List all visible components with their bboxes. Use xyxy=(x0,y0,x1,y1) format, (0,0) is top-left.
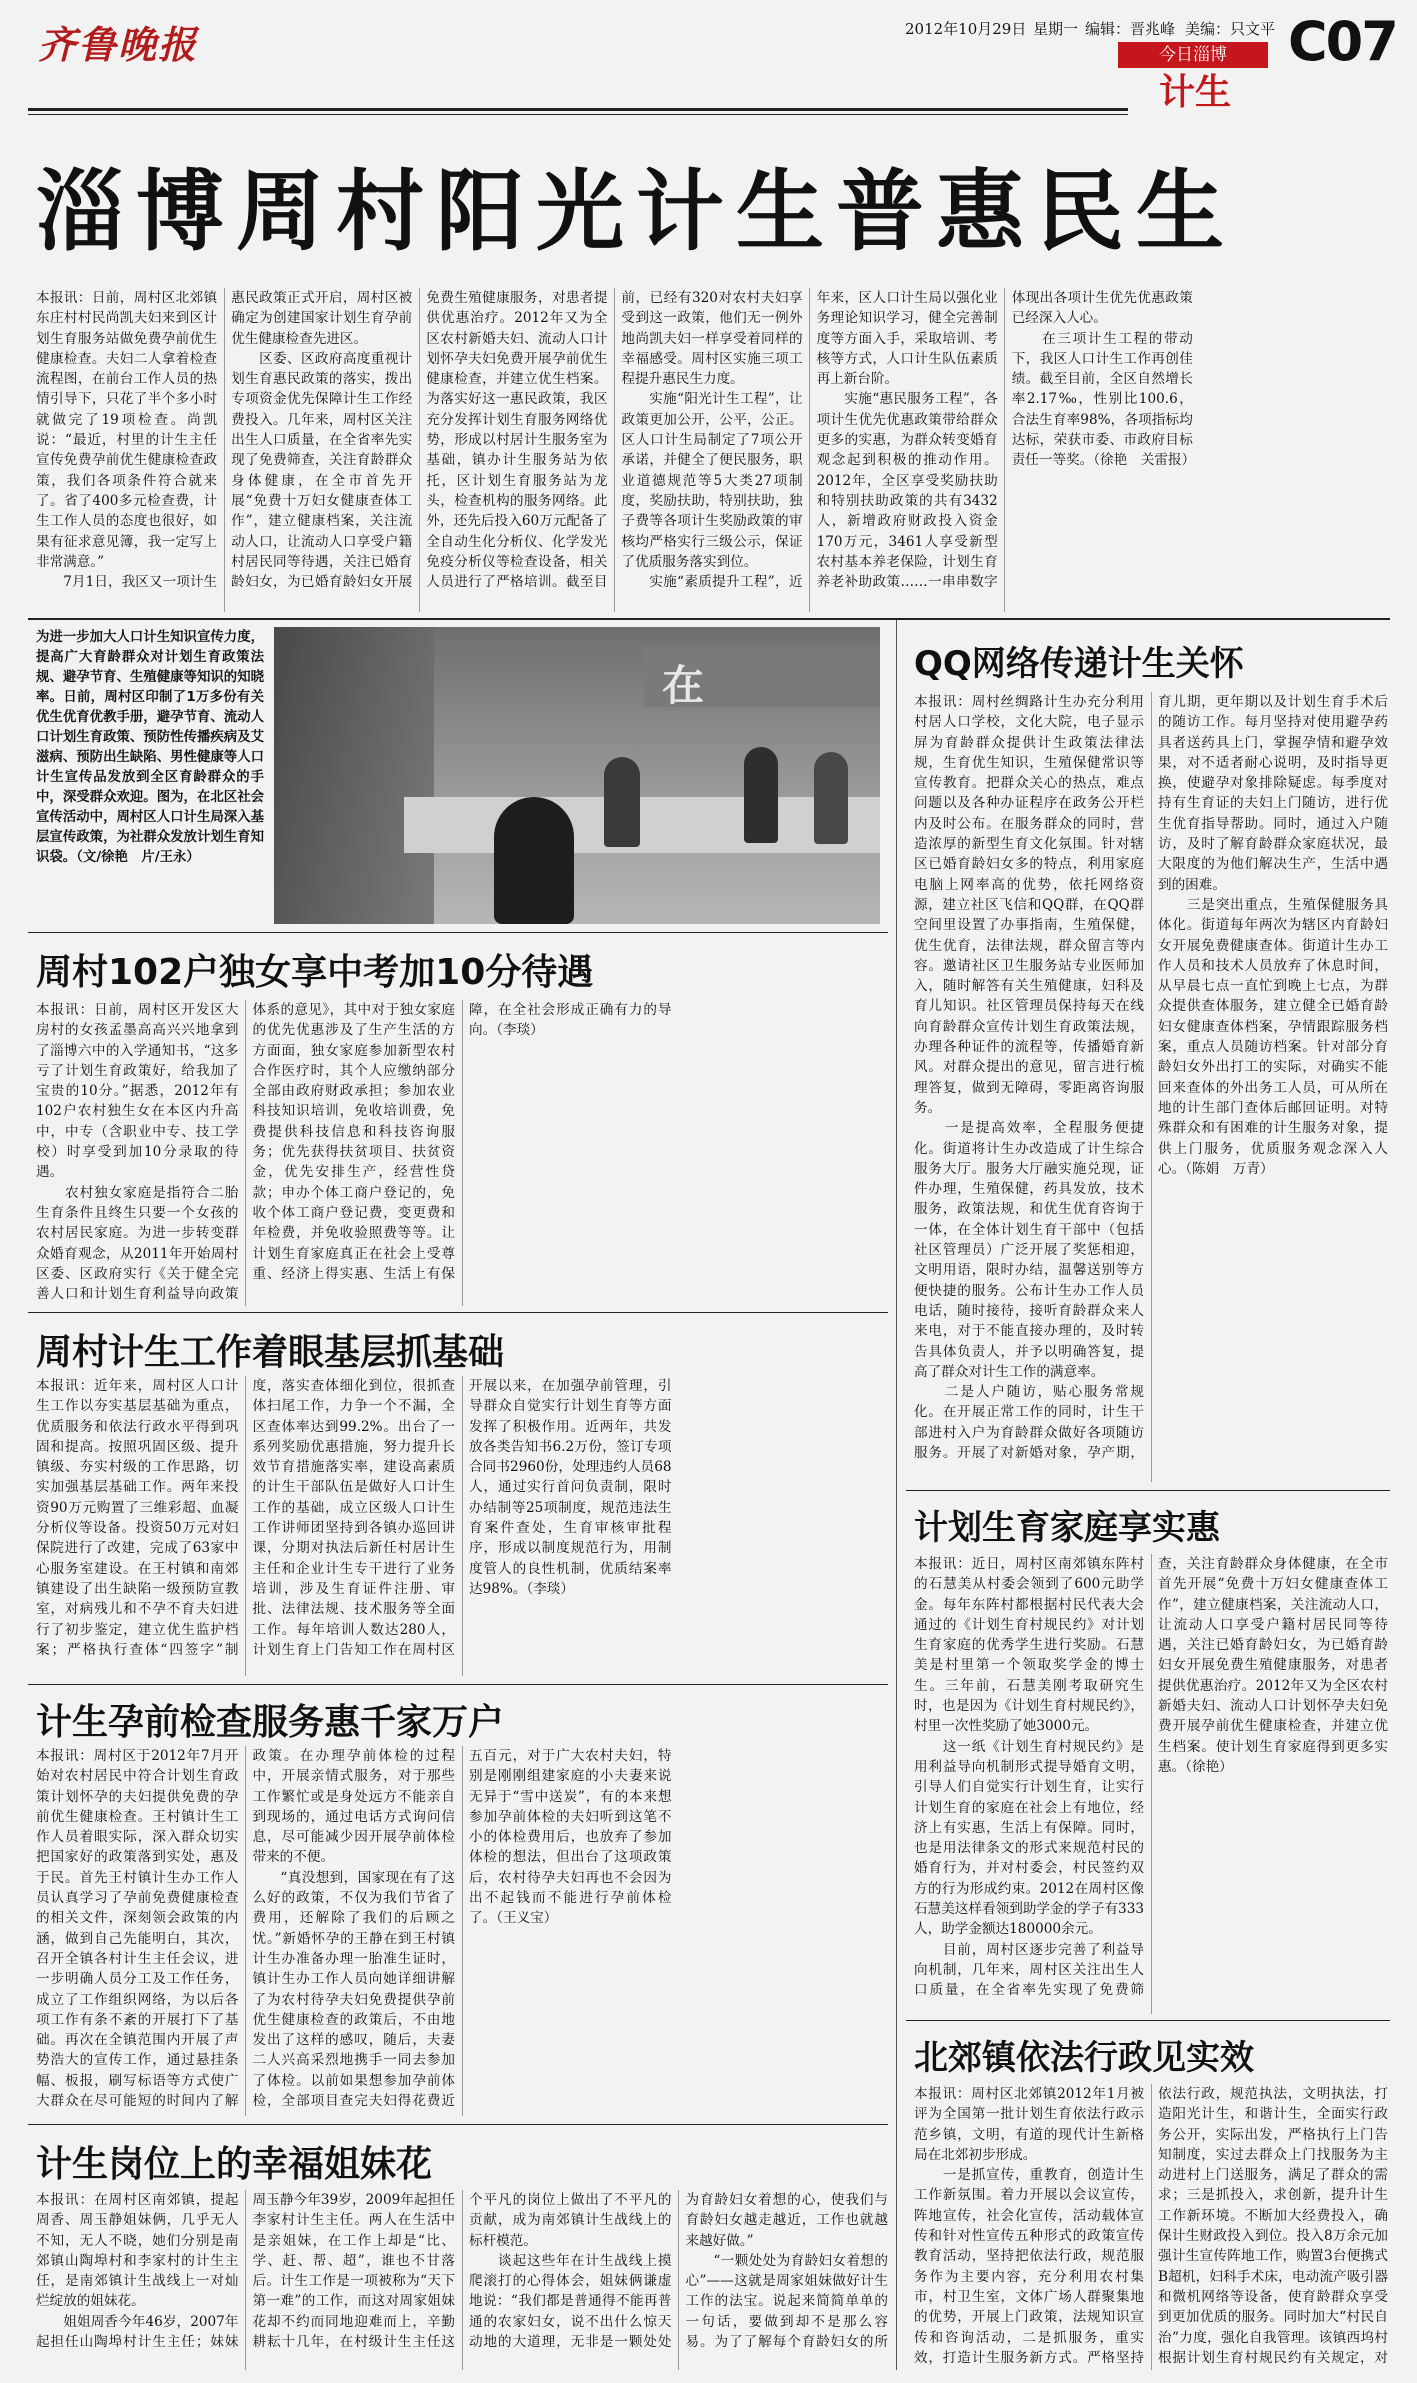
issue-date: 2012年10月29日 xyxy=(905,20,1027,38)
lead-bottom-rule xyxy=(28,618,1390,620)
masthead-rule xyxy=(28,108,1128,111)
photo-banner xyxy=(644,647,880,710)
column-divider xyxy=(896,620,897,2370)
beijiao-top-rule xyxy=(906,2020,1390,2021)
page-number: C07 xyxy=(1288,10,1397,73)
qq-body: 本报讯：周村丝绸路计生办充分利用村居人口学校，文化大院，电子显示屏为育龄群众提供计生政策法律法规，生育优生知识，生殖保健常识等宣传教育。把群众关心的热点，难点问题以及各种办证程序在政务公开栏内及时公布。在服务群众的同时，营造浓厚的新型生育文化氛围。针对辖区已婚育龄妇女多的特点，利用家庭电脑上网率高的优势，依托网络资源，建立社区飞信和QQ群，在QQ群空间里设置了办事指南，生殖保健，优生优育，法律法规，群众留言等内容。邀请社区卫生服务站专业医师加入，随时解答有关生殖健康，妇科及育儿知识。社区管理员保持每天在线向育龄群众宣传计划生育政策法规，办理各种证件的流程等，传播婚育新风。对群众提出的意见，留言进行梳理答复，做到无障碍，零距离咨询服务。 一是提高效率，全程服务便捷化。街道将计生办改造成了计生综合服务大厅。服务大厅融实施兑现，证件办理，生殖保健，药具发放，技术服务，政策法规，和优生优育咨询于一体，在全体计划生育干部中（包括社区管理员）广泛开展了奖惩相迎，文明用语，限时办结，温馨送别等方便快捷的服务。公布计生办工作人员电话，随时接待，接听育龄群众来人来电，对于不能直接办理的，及时转告具体负责人，并予以明确答复，提高了群众对计生工作的满意率。 二是人户随访，贴心服务常规化。在开展正常工作的同时，计生干部进村入户为育龄群众做好各项随访服务。开展了对新婚对象，孕产期，育儿期，更年期以及计划生育手术后的随访工作。每月坚持对使用避孕药具者送药具上门，掌握孕情和避孕效果，对不适者耐心说明，及时指导更换，使避孕对象排除疑虑。每季度对持有生育证的夫妇上门随访，进行优生优育指导帮助。同时，通过入户随访，及时了解育龄群众家庭状况，最大限度的为他们解决生产，生活中遇到的困难。 三是突出重点，生殖保健服务具体化。街道每年两次为辖区内育龄妇女开展免费健康查体。街道计生办工作人员和技术人员放弃了休息时间，从早晨七点一直忙到晚上七点，为群众提供查体服务，建立健全已婚育龄妇女健康查体档案，孕情跟踪服务档案，重点人员随访档案。针对部分育龄妇女外出打工的实际，对确实不能回来查体的外出务工人员，可从所在地的计生部门查体后邮回证明。对特殊群众和有困难的计生服务对象，提供上门服务，优质服务观念深入人心。（陈娟 万青） xyxy=(914,694,1388,1461)
grassroots-body: 本报讯：近年来，周村区人口计生工作以夯实基层基础为重点，优质服务和依法行政水平得到巩固和提高。按照巩固区级、提升镇级、夯实村级的工作思路，切实加强基层基础工作。两年来投资90万元购置了三维彩超、血凝分析仪等设备。投资50万元对妇保院进行了改建，完成了63家中心服务室建设。在王村镇和南郊镇建设了出生缺陷一级预防宣教室，对病残儿和不孕不育夫妇进行了初步鉴定，建立优生监护档案；严格执行查体“四签字”制度，落实查体细化到位，很抓查体扫尾工作，力争一个不漏，全区查体率达到99.2%。出台了一系列奖励优惠措施，努力提升长效节育措施落实率，建设高素质的计生干部队伍是做好人口计生工作的基础，成立区级人口计生工作讲师团坚持到各镇办巡回讲课，分期对执法后新任村居计生主任和企业计生专干进行了业务培训，涉及生育证件注册、审批、法律法规、技术服务等全面工作。每年培训人数达280人，计划生育上门告知工作在周村区开展以来，在加强孕前管理，引导群众自觉实行计划生育等方面发挥了积极作用。近两年，共发放各类告知书6.2万份，签订专项合同书2960份，处理违约人员68人，通过实行首问负责制，限时办结制等25项制度，规范违法生育案件查处，生育审核审批程序，形成以制度规范行为，用制度管人的良性机制，优质结案率达98%。（李琰） xyxy=(36,1378,672,1658)
photo-person xyxy=(744,747,778,843)
photo-tree xyxy=(274,627,434,924)
grassroots-headline: 周村计生工作着眼基层抓基础 xyxy=(36,1332,505,1373)
exam-body: 本报讯：日前，周村区开发区大房村的女孩孟墨高高兴兴地拿到了淄博六中的入学通知书，“这多亏了计划生育政策好，给我加了宝贵的10分。”据悉，2012年有102户农村独生女在本区内升高中，中专（含职业中专、技工学校）时享受到加10分录取的待遇。 农村独女家庭是指符合二胎生育条件且终生只要一个女孩的农村居民家庭。为进一步转变群众婚育观念，从2011年开始周村区委、区政府实行《关于健全完善人口和计划生育利益导向政策体系的意见》，其中对于独女家庭的优先优惠涉及了生产生活的方方面面，独女家庭参加新型农村合作医疗时，其个人应缴纳部分全部由政府财政承担；参加农业科技知识培训，免收培训费，免费提供科技信息和科技咨询服务；优先获得扶贫项目、扶贫资金，优先安排生产，经营性贷款；申办个体工商户登记的，免收个体工商户登记费，变更费和年检费，并免收验照费等等。让计划生育家庭真正在社会上受尊重、经济上得实惠、生活上有保障，在全社会形成正确有力的导向。（李琰） xyxy=(36,1002,672,1303)
exam-top-rule xyxy=(28,932,888,933)
sisters-body: 本报讯：在周村区南郊镇，提起周香、周玉静姐妹俩，几乎无人不知，无人不晓，她们分别是南郊镇山陶埠村和李家村的计生主任，是南郊镇计生战线上一对灿烂绽放的姐妹花。 姐姐周香今年46岁，2007年起担任山陶埠村计生主任；妹妹周玉静今年39岁，2009年起担任李家村计生主任。两人在生活中是亲姐妹，在工作上却是“比、学、赶、帮、超”，谁也不甘落后。计生工作是一项被称为“天下第一难”的工作，而这对周家姐妹花却不约而同地迎难而上，辛勤耕耘十几年，在村级计生主任这个平凡的岗位上做出了不平凡的贡献，成为南郊镇计生战线上的标杆模范。 谈起这些年在计生战线上摸爬滚打的心得体会，姐妹俩谦虚地说：“我们都是普通得不能再普通的农家妇女，说不出什么惊天动地的大道理，无非是一颗处处为育龄妇女着想的心，使我们与育龄妇女越走越近，工作也就越来越好做。” “一颗处处为育龄妇女着想的心”——这就是周家姐妹做好计生工作的法宝。说起来简简单单的一句话，要做到却不是那么容易。为了了解每个育龄妇女的所 xyxy=(36,2192,888,2351)
grassroots-top-rule xyxy=(28,1312,888,1313)
paper-name: 齐鲁晚报 xyxy=(38,22,199,67)
lead-body: 本报讯：日前，周村区北郊镇东庄村村民尚凯夫妇来到区计划生育服务站做免费孕前优生健康检查。夫妇二人拿着检查流程图，在前台工作人员的热情引导下，只花了半个多小时就做完了19项检查。尚凯说：“最近，村里的计生主任宣传免费孕前优生健康检查政策，我们各项条件符合就来了。省了400多元检查费，计生工作人员的态度也很好，如果有征求意见簿，我一定写上非常满意。” 7月1日，我区又一项计生惠民政策正式开启，周村区被确定为创建国家计划生育孕前优生健康检查先进区。 区委、区政府高度重视计划生育惠民政策的落实，拨出专项资金优先保障计生工作经费投入。几年来，周村区关注出生人口质量，在全省率先实现了免费筛查，关注育龄群众身体健康，在全市首先开展“免费十万妇女健康查体工作”，建立健康档案，关注流动人口，让流动人口享受户籍村居民同等待遇，关注已婚育龄妇女，为已婚育龄妇女开展免费生殖健康服务，对患者提供优惠治疗。2012年又为全区农村新婚夫妇、流动人口计划怀孕夫妇免费开展孕前优生健康检查，并建立优生档案。为落实好这一惠民政策，我区充分发挥计划生育服务网络优势，形成以村居计生服务室为基础，镇办计生服务站为依托，区计划生育服务站为龙头，检查机构的服务网络。此外，还先后投入60万元配备了全自动生化分析仪、化学发光免疫分析仪等检查设备，相关人员进行了严格培训。截至目前，已经有320对农村夫妇享受到这一政策，他们无一例外地尚凯夫妇一样享受着同样的幸福感受。周村区实施三项工程提升惠民生力度。 实施“阳光计生工程”，让政策更加公开，公平，公正。区人口计生局制定了7项公开承诺，并健全了便民服务，职业道德规范等5大类27项制度，奖励扶助，特别扶助，独子费等各项计生奖励政策的审核均严格实行三级公示，保证了优质服务落实到位。 实施“素质提升工程”，近年来，区人口计生局以强化业务理论知识学习，健全完善制度等方面入手，采取培训、考核等方式，人口计生队伍素质再上新台阶。 实施“惠民服务工程”，各项计生优先优惠政策带给群众更多的实惠，为群众转变婚育观念起到积极的推动作用。2012年，全区享受奖励扶助和特别扶助政策的共有3432人，新增政府财政投入资金170万元，3461人享受新型农村基本养老保险，计划生育养老补助政策……一串串数字体现出各项计生优先优惠政策已经深入人心。 在三项计生工程的带动下，我区人口计生工作再创佳绩。截至目前，全区自然增长率2.17‰，性别比100.6，合法生育率98%，各项指标均达标，荣获市委、市政府目标责任一等奖。（徐艳 关雷报） xyxy=(36,290,1196,591)
lead-headline: 淄博周村阳光计生普惠民生 xyxy=(36,160,1237,263)
sisters-headline: 计生岗位上的幸福姐妹花 xyxy=(36,2144,433,2185)
section-tag-label: 今日淄博 xyxy=(1159,45,1227,65)
issue-weekday: 星期一 xyxy=(1033,20,1079,38)
family-body: 本报讯：近日，周村区南郊镇东阵村的石慧美从村委会领到了600元助学金。每年东阵村都根据村民代表大会通过的《计划生育村规民约》对计划生育家庭的优秀学生进行奖励。石慧美是村里第一个领取奖学金的博士生。三年前，石慧美刚考取研究生时，也是因为《计划生育村规民约》，村里一次性奖励了她3000元。 这一纸《计划生育村规民约》是用利益导向机制形式提导婚育文明，引导人们自觉实行计划生育，让实行计划生育的家庭在社会上有地位，经济上有实惠，生活上有保障。同时，也是用法律条文的形式来规范村民的婚育行为，并对村委会，村民签约双方的行为形成约束。2012在周村区像石慧美这样看领到助学金的学子有333人，助学金额达180000余元。 目前，周村区逐步完善了利益导向机制，几年来，周村区关注出生人口质量，在全省率先实现了免费筛查，关注育龄群众身体健康，在全市首先开展“免费十万妇女健康查体工作”，建立健康档案，关注流动人口，让流动人口享受户籍村居民同等待遇，关注已婚育龄妇女，为已婚育龄妇女开展免费生殖健康服务，对患者提供优惠治疗。2012年又为全区农村新婚夫妇、流动人口计划怀孕夫妇免费开展孕前优生健康检查，并建立优生档案。使计划生育家庭得到更多实惠。（徐艳） xyxy=(914,1556,1388,1999)
photo-person-foreground xyxy=(494,797,574,924)
family-headline: 计划生育家庭享实惠 xyxy=(914,1508,1220,1548)
family-top-rule xyxy=(906,1490,1390,1491)
photo-banner-text: 在 xyxy=(662,661,705,710)
beijiao-headline: 北郊镇依法行政见实效 xyxy=(914,2038,1254,2078)
masthead-rule-thin xyxy=(28,114,1128,115)
exam-headline: 周村102户独女享中考加10分待遇 xyxy=(36,952,594,993)
section-name: 计生 xyxy=(1158,72,1231,113)
sisters-top-rule xyxy=(28,2124,888,2125)
photo-table xyxy=(404,797,880,853)
photo-person xyxy=(814,752,848,844)
event-photo xyxy=(274,627,880,924)
masthead xyxy=(0,0,1417,118)
photo-caption: 为进一步加大人口计生知识宣传力度，提高广大育龄群众对计划生育政策法规、避孕节育、生殖健康等知识的知晓率。日前，周村区印制了1万多份有关优生优育优教手册，避孕节育、流动人口计划生育政策、预防性传播疾病及艾滋病、预防出生缺陷、男性健康等人口计生宣传品发放到全区育龄群众的手中，深受群众欢迎。图为，在北区社会宣传活动中，周村区人口计生局深入基层宣传政策，为社群众发放计划生育知识袋。（文/徐艳 片/王永） xyxy=(36,630,264,865)
prepregnancy-body: 本报讯：周村区于2012年7月开始对农村居民中符合计划生育政策计划怀孕的夫妇提供免费的孕前优生健康检查。王村镇计生工作人员着眼实际，深入群众切实把国家好的政策落到实处，惠及于民。首先王村镇计生办工作人员认真学习了孕前免费健康检查的相关文件，深刻领会政策的内涵，做到自己先能明白，其次，召开全镇各村计生主任会议，进一步明确人员分工及工作任务，成立了工作组织网络，为以后各项工作有条不紊的开展打下了基础。再次在全镇范围内开展了声势浩大的宣传工作，通过悬挂条幅、板报，刷写标语等方式使广大群众在尽可能短的时间内了解政策。在办理孕前体检的过程中，开展亲情式服务，对于那些工作繁忙或是身处远方不能亲自到现场的，通过电话方式询问信息，尽可能减少因开展孕前体检带来的不便。 “真没想到，国家现在有了这么好的政策，不仅为我们节省了费用，还解除了我们的后顾之忧。”新婚怀孕的王静在到王村镇计生办准备办理一胎准生证时，镇计生办工作人员向她详细讲解了为农村待孕夫妇免费提供孕前优生健康检查的政策后，不由地发出了这样的感叹，随后，夫妻二人兴高采烈地携手一同去参加了体检。以前如果想参加孕前体检，全部项目查完夫妇得花费近五百元，对于广大农村夫妇，特别是刚刚组建家庭的小夫妻来说无异于“雪中送炭”，有的本来想参加孕前体检的夫妇听到这笔不小的体检费用后，也放弃了参加体检的想法，但出台了这项政策后，农村待孕夫妇再也不会因为出不起钱而不能进行孕前体检了。（王义宝） xyxy=(36,1748,672,2110)
prepregnancy-headline: 计生孕前检查服务惠千家万户 xyxy=(36,1702,505,1743)
beijiao-body: 本报讯：周村区北郊镇2012年1月被评为全国第一批计划生育依法行政示范乡镇，文明，有道的现代计生新格局在北郊初步形成。 一是抓宣传，重教育，创造计生工作新氛围。着力开展以会议宣传，阵地宣传，社会化宣传，活动载体宣传和针对性宣传五种形式的政策宣传教育活动，坚持把依法行政，规范服务作为主要内容，充分利用农村集市，村卫生室，文体广场人群聚集地的优势，开展上门政策，法规知识宣传和咨询活动，二是抓服务，重实效，打造计生服务新方式。严格坚持依法行政，规范执法，文明执法，打造阳光计生，和谐计生，全面实行政务公开，实际出发，严格执行上门告知制度，实过去群众上门找服务为主动进村上门送服务，满足了群众的需求；三是抓投入，求创新，提升计生工作新环境。不断加大经费投入，确保计生财政投入到位。投入8万余元加强计生宣传阵地工作，购置3台便携式B超机，妇科手术床，电动流产吸引器和微机网络等设备，使育龄群众享受到更加优质的服务。同时加大“村民自治”力度，强化自我管理。该镇西坞村根据计划生育村规民约有关规定，对 xyxy=(914,2086,1388,2366)
qq-headline: QQ网络传递计生关怀 xyxy=(914,644,1244,684)
designer-credit: 美编：只文平 xyxy=(1185,20,1276,38)
editor-credit: 编辑：晋兆峰 xyxy=(1085,20,1176,38)
photo-person xyxy=(604,757,640,847)
prepregnancy-top-rule xyxy=(28,1684,888,1685)
